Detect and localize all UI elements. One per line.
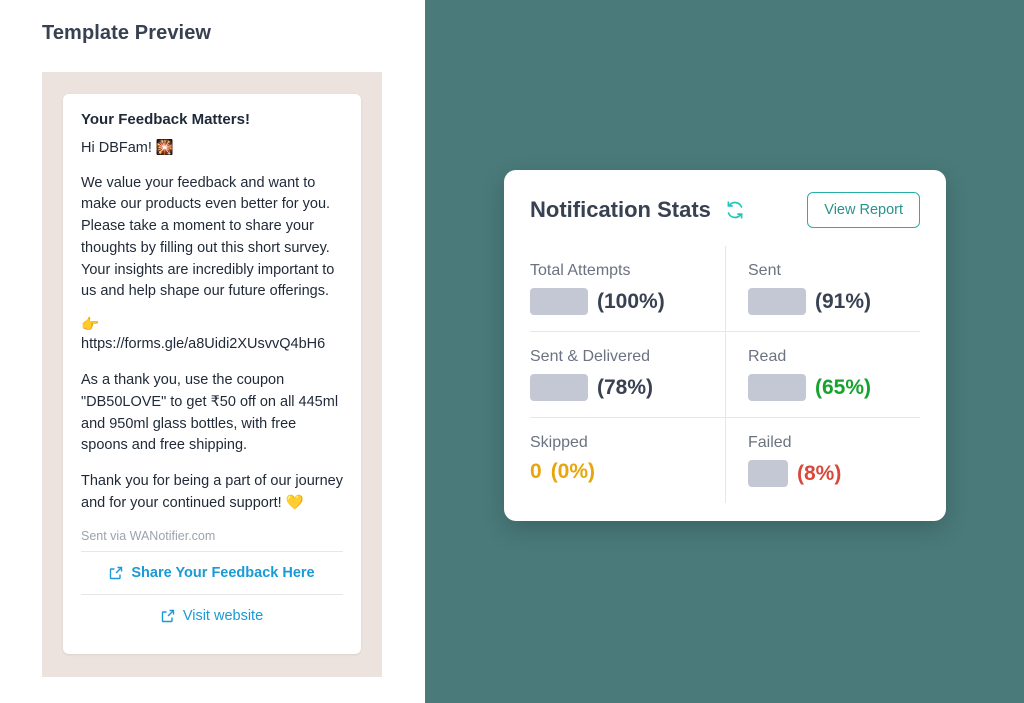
stat-percent: (78%) (597, 375, 654, 399)
page-title: Template Preview (42, 22, 212, 44)
survey-url: https://forms.gle/a8Uidi2XUsvvQ4bH6 (81, 336, 326, 353)
stat-sent-delivered (530, 332, 725, 418)
share-feedback-button[interactable] (81, 552, 343, 594)
share-feedback-label: Share Your Feedback Here (131, 564, 315, 581)
stats-title: Notification Stats (530, 197, 711, 222)
stat-value: 0 (530, 460, 542, 483)
stat-label: Skipped (530, 434, 588, 451)
stat-value-row (530, 374, 721, 401)
stat-percent: (100%) (597, 289, 665, 313)
stat-percent: (0%) (550, 460, 596, 483)
stat-value-placeholder (748, 374, 806, 401)
stat-sent (725, 246, 920, 332)
stat-value-placeholder (530, 288, 588, 315)
external-link-icon (109, 566, 123, 580)
stat-value-row (530, 460, 721, 484)
stat-label: Failed (748, 434, 792, 451)
stat-value-row (748, 374, 916, 401)
stat-value-row (748, 460, 916, 487)
stat-percent: (91%) (815, 289, 872, 313)
sent-via-label: Sent via WANotifier.com (81, 528, 216, 543)
stat-value-placeholder (748, 460, 788, 487)
stat-value-row (530, 288, 721, 315)
stat-value-row (748, 288, 916, 315)
closing-text: Thank you for being a part of our journey and for your continued support! 💛 (81, 473, 343, 511)
stat-failed (725, 418, 920, 503)
visit-website-button[interactable] (81, 595, 343, 637)
coupon-text: As a thank you, use the coupon "DB50LOVE" to get ₹50 off on all 445ml and 950ml glass bottles, with free spoons and free shipping. (81, 372, 339, 454)
stat-read (725, 332, 920, 418)
message-heading: Your Feedback Matters! (81, 111, 250, 128)
stat-total-attempts (530, 246, 725, 332)
stat-percent: (8%) (797, 461, 842, 485)
view-report-button[interactable]: View Report (807, 192, 920, 228)
message-body: We value your feedback and want to make our products even better for you. Please take a moment to share your thoughts by filling out this short survey. Your insights are incredibly important to us and help shape our future offerings. (81, 174, 335, 300)
template-preview-pane (0, 0, 425, 703)
stat-label: Total Attempts (530, 262, 631, 279)
stat-percent: (65%) (815, 375, 872, 399)
stat-skipped (530, 418, 725, 503)
stat-value-placeholder (748, 288, 806, 315)
visit-website-label: Visit website (182, 607, 264, 624)
stats-card-header (530, 192, 920, 228)
external-link-icon (161, 609, 175, 623)
notification-stats-card (504, 170, 946, 521)
whatsapp-message-card (63, 94, 361, 654)
stat-label: Sent (748, 262, 781, 279)
stats-pane (425, 0, 1024, 703)
stat-value-placeholder (530, 374, 588, 401)
pointing-hand-icon: 👉 (81, 317, 100, 334)
message-greeting: Hi DBFam! 🎇 (81, 139, 174, 156)
stat-label: Read (748, 348, 787, 365)
refresh-icon[interactable] (725, 200, 745, 220)
stats-grid (530, 246, 920, 503)
phone-preview-frame (42, 72, 382, 677)
stat-label: Sent & Delivered (530, 348, 651, 365)
